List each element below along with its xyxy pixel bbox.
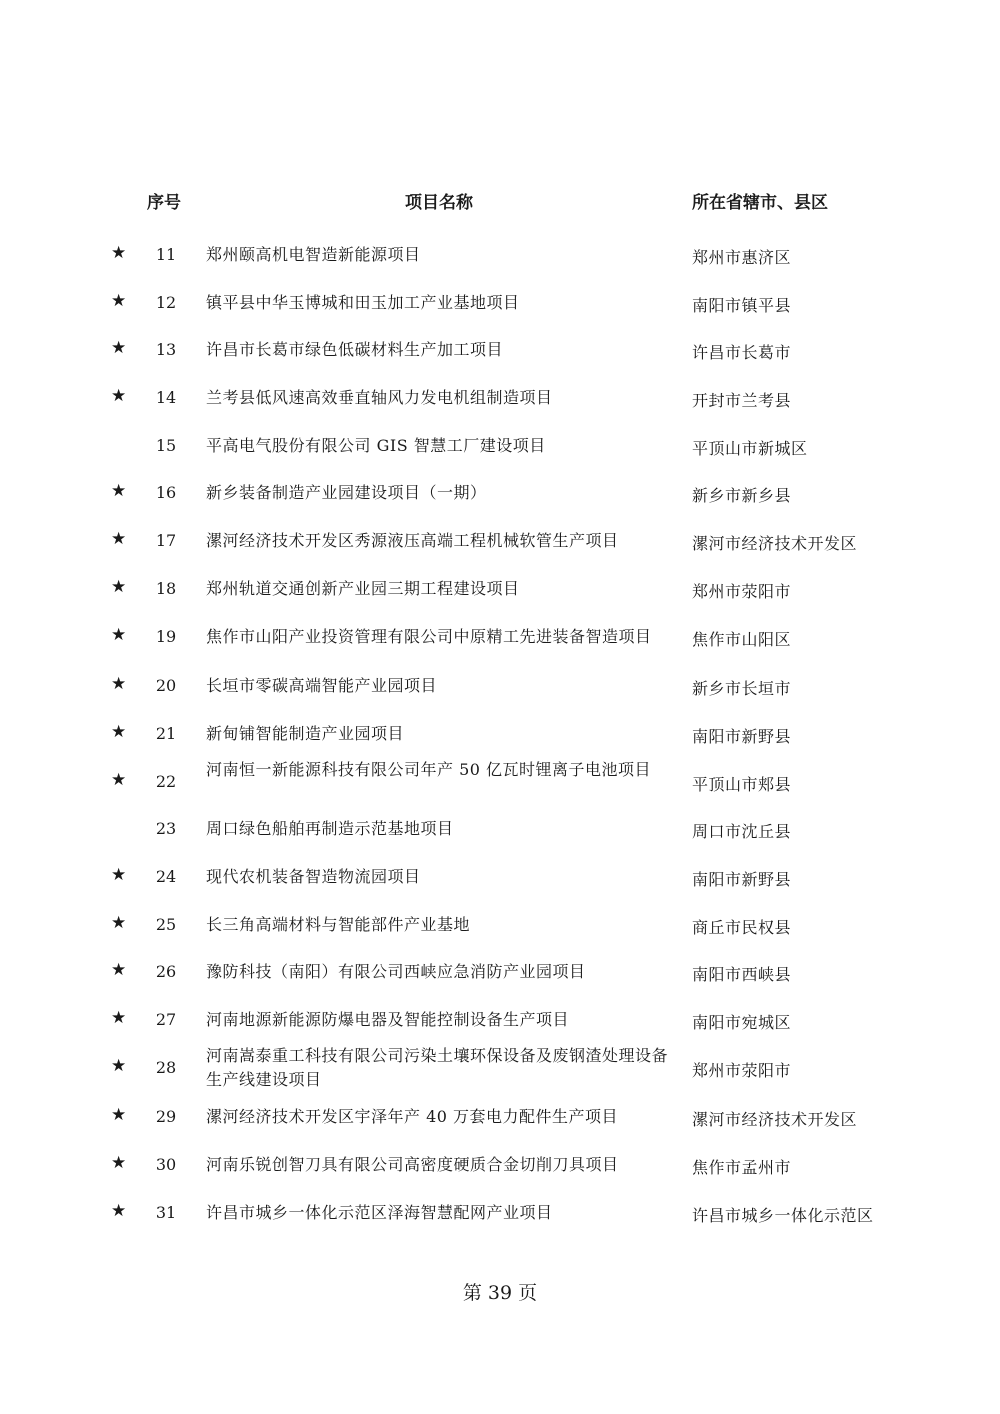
row-project-name: 河南恒一新能源科技有限公司年产 50 亿瓦时锂离子电池项目	[206, 760, 652, 779]
row-project-name: 河南乐锐创智刀具有限公司高密度硬质合金切削刀具项目	[206, 1155, 619, 1174]
star-mark: ★	[111, 1056, 127, 1076]
star-mark: ★	[111, 338, 127, 358]
row-location: 南阳市西峡县	[692, 965, 792, 984]
table-row	[0, 1153, 1000, 1177]
table-row	[0, 674, 1000, 698]
table-row	[0, 481, 1000, 505]
page-number: 第 39 页	[462, 1282, 538, 1304]
row-location: 焦作市山阳区	[692, 630, 792, 649]
star-mark: ★	[111, 770, 127, 790]
row-project-name: 漯河经济技术开发区秀源液压高端工程机械软管生产项目	[206, 531, 619, 550]
row-project-name: 新乡装备制造产业园建设项目（一期）	[206, 483, 487, 502]
table-row	[0, 960, 1000, 984]
header-location: 所在省辖市、县区	[692, 193, 828, 213]
row-seq: 17	[155, 531, 177, 550]
row-location: 新乡市新乡县	[692, 486, 792, 505]
table-row	[0, 865, 1000, 889]
row-project-name: 新甸铺智能制造产业园项目	[206, 724, 405, 743]
row-project-name: 许昌市城乡一体化示范区泽海智慧配网产业项目	[206, 1203, 553, 1222]
row-project-name: 长三角高端材料与智能部件产业基地	[206, 915, 471, 934]
star-mark: ★	[111, 529, 127, 549]
row-location: 焦作市孟州市	[692, 1158, 792, 1177]
star-mark: ★	[111, 291, 127, 311]
star-mark: ★	[111, 1153, 127, 1173]
row-project-name: 现代农机装备智造物流园项目	[206, 867, 421, 886]
row-seq: 23	[155, 819, 177, 838]
table-header	[0, 188, 1000, 218]
star-mark: ★	[111, 1201, 127, 1221]
star-mark: ★	[111, 674, 127, 694]
row-seq: 29	[155, 1107, 177, 1126]
table-row	[0, 386, 1000, 410]
row-project-name: 河南地源新能源防爆电器及智能控制设备生产项目	[206, 1010, 570, 1029]
table-row	[0, 760, 1000, 794]
row-location: 南阳市新野县	[692, 727, 792, 746]
row-location: 南阳市镇平县	[692, 296, 792, 315]
row-project-name: 长垣市零碳高端智能产业园项目	[206, 676, 438, 695]
row-project-name: 漯河经济技术开发区宇泽年产 40 万套电力配件生产项目	[206, 1107, 619, 1126]
table-row	[0, 434, 1000, 458]
row-project-name: 平高电气股份有限公司 GIS 智慧工厂建设项目	[206, 436, 546, 455]
table-row	[0, 625, 1000, 649]
header-seq: 序号	[147, 193, 181, 213]
table-row	[0, 913, 1000, 937]
row-project-name: 河南嵩泰重工科技有限公司污染土壤环保设备及废钢渣处理设备生产线建设项目	[206, 1046, 669, 1089]
row-seq: 11	[155, 245, 177, 264]
row-seq: 24	[155, 867, 177, 886]
star-mark: ★	[111, 913, 127, 933]
row-project-name: 周口绿色船舶再制造示范基地项目	[206, 819, 454, 838]
row-location: 郑州市荥阳市	[692, 1061, 792, 1080]
row-seq: 27	[155, 1010, 177, 1029]
table-row	[0, 1201, 1000, 1225]
table-row	[0, 1008, 1000, 1032]
star-mark: ★	[111, 386, 127, 406]
row-seq: 31	[155, 1203, 177, 1222]
table-row	[0, 291, 1000, 315]
star-mark: ★	[111, 243, 127, 263]
row-project-name: 郑州颐高机电智造新能源项目	[206, 245, 421, 264]
row-seq: 19	[155, 627, 177, 646]
row-project-name: 兰考县低风速高效垂直轴风力发电机组制造项目	[206, 388, 553, 407]
row-project-name: 焦作市山阳产业投资管理有限公司中原精工先进装备智造项目	[206, 627, 652, 646]
star-mark: ★	[111, 577, 127, 597]
table-row	[0, 722, 1000, 746]
row-location: 平顶山市新城区	[692, 439, 808, 458]
row-location: 新乡市长垣市	[692, 679, 792, 698]
row-seq: 30	[155, 1155, 177, 1174]
row-project-name: 许昌市长葛市绿色低碳材料生产加工项目	[206, 340, 504, 359]
row-seq: 13	[155, 340, 177, 359]
row-seq: 20	[155, 676, 177, 695]
row-location: 郑州市惠济区	[692, 248, 792, 267]
table-row	[0, 1105, 1000, 1129]
row-seq: 28	[155, 1058, 177, 1077]
star-mark: ★	[111, 960, 127, 980]
table-row	[0, 1046, 1000, 1089]
table-row	[0, 338, 1000, 362]
row-location: 商丘市民权县	[692, 918, 792, 937]
row-location: 郑州市荥阳市	[692, 582, 792, 601]
star-mark: ★	[111, 481, 127, 501]
row-project-name: 郑州轨道交通创新产业园三期工程建设项目	[206, 579, 520, 598]
row-location: 许昌市长葛市	[692, 343, 792, 362]
row-location: 许昌市城乡一体化示范区	[692, 1206, 874, 1225]
row-seq: 18	[155, 579, 177, 598]
row-location: 开封市兰考县	[692, 391, 792, 410]
row-seq: 16	[155, 483, 177, 502]
row-seq: 22	[155, 772, 177, 791]
table-row	[0, 243, 1000, 267]
star-mark: ★	[111, 625, 127, 645]
star-mark: ★	[111, 722, 127, 742]
header-project-name: 项目名称	[405, 193, 473, 213]
row-project-name: 豫防科技（南阳）有限公司西峡应急消防产业园项目	[206, 962, 586, 981]
row-location: 南阳市宛城区	[692, 1013, 792, 1032]
row-location: 漯河市经济技术开发区	[692, 1110, 858, 1129]
row-seq: 15	[155, 436, 177, 455]
row-location: 平顶山市郏县	[692, 775, 792, 794]
table-row	[0, 817, 1000, 841]
row-seq: 25	[155, 915, 177, 934]
row-project-name: 镇平县中华玉博城和田玉加工产业基地项目	[206, 293, 520, 312]
star-mark: ★	[111, 865, 127, 885]
row-seq: 21	[155, 724, 177, 743]
row-seq: 26	[155, 962, 177, 981]
star-mark: ★	[111, 1105, 127, 1125]
table-row	[0, 577, 1000, 601]
row-seq: 12	[155, 293, 177, 312]
row-location: 周口市沈丘县	[692, 822, 792, 841]
row-location: 南阳市新野县	[692, 870, 792, 889]
row-seq: 14	[155, 388, 177, 407]
table-row	[0, 529, 1000, 553]
row-location: 漯河市经济技术开发区	[692, 534, 858, 553]
star-mark: ★	[111, 1008, 127, 1028]
